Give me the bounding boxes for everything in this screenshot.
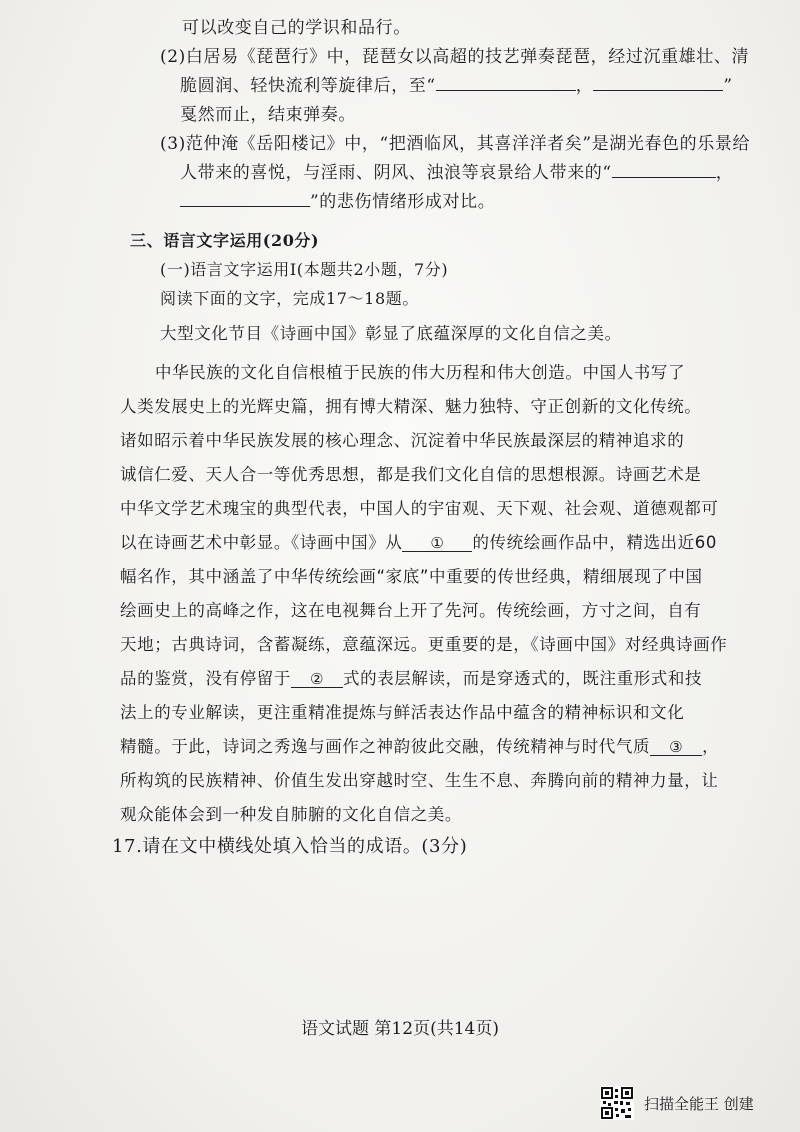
passage-line: 中华文学艺术瑰宝的典型代表，中国人的宇宙观、天下观、社会观、道德观都可 (120, 499, 719, 518)
blank-2[interactable]: ② (291, 671, 343, 688)
q2-blank-1[interactable] (436, 74, 576, 91)
question-2-ending: 戛然而止，结束弹奏。 (180, 105, 356, 125)
section-3-heading: 三、语言文字运用(20分) (130, 231, 320, 250)
question-3-ending: ”的悲伤情绪形成对比。 (180, 190, 495, 214)
answer-line-continuation: 可以改变自己的学识和品行。 (182, 18, 411, 38)
scanner-brand-label: 扫描全能王 创建 (644, 1094, 754, 1113)
passage-line: 中华民族的文化自信根植于民族的伟大历程和伟大创造。中国人书写了 (155, 363, 686, 382)
passage-title: 大型文化节目《诗画中国》彰显了底蕴深厚的文化自信之美。 (160, 324, 622, 343)
question-3-prompt: 人带来的喜悦，与淫雨、阴风、浊浪等哀景给人带来的“ ， (180, 163, 734, 183)
reading-instruction: 阅读下面的文字，完成17～18题。 (160, 289, 419, 308)
q3-blank-2[interactable] (180, 190, 310, 207)
passage-line: 诚信仁爱、天人合一等优秀思想，都是我们文化自信的思想根源。诗画艺术是 (120, 465, 702, 484)
passage-line: 人类发展史上的光辉史篇，拥有博大精深、魅力独特、守正创新的文化传统。 (120, 397, 702, 416)
passage-line-with-blank-3: 精髓。于此，诗词之秀逸与画作之神韵彼此交融，传统精神与时代气质 ③ ， (120, 737, 720, 756)
scanner-watermark (600, 1086, 754, 1120)
passage-line: 法上的专业解读，更注重精准提炼与鲜活表达作品中蕴含的精神标识和文化 (120, 703, 685, 722)
passage-line: 诸如昭示着中华民族发展的核心理念、沉淀着中华民族最深层的精神追求的 (120, 431, 685, 450)
page-footer: 语文试题 第12页(共14页) (301, 1019, 499, 1039)
blank-3[interactable]: ③ (650, 739, 702, 756)
question-3-text: (3)范仲淹《岳阳楼记》中，“把酒临风，其喜洋洋者矣”是湖光春色的乐景给 (160, 134, 751, 154)
question-2-prompt: 脆圆润、轻快流利等旋律后，至“ ， ” (180, 76, 733, 96)
q2-blank-2[interactable] (593, 74, 723, 91)
q3-blank-1[interactable] (612, 161, 716, 178)
passage-line: 绘画史上的高峰之作，这在电视舞台上开了先河。传统绘画，方寸之间，自有 (120, 601, 702, 620)
passage-line: 天地；古典诗词，含蓄凝练，意蕴深远。更重要的是，《诗画中国》对经典诗画作 (120, 635, 728, 654)
question-17: 17.请在文中横线处填入恰当的成语。(3分) (112, 836, 468, 857)
section-3-subheading: (一)语言文字运用Ⅰ(本题共2小题，7分) (160, 260, 449, 279)
passage-line: 所构筑的民族精神、价值生发出穿越时空、生生不息、奔腾向前的精神力量，让 (120, 771, 719, 790)
question-2-text: (2)白居易《琵琶行》中，琵琶女以高超的技艺弹奏琵琶，经过沉重雄壮、清 (160, 47, 750, 67)
qr-code-icon (600, 1086, 634, 1120)
passage-line: 观众能体会到一种发自肺腑的文化自信之美。 (120, 805, 462, 824)
passage-line-with-blank-2: 品的鉴赏，没有停留于 ② 式的表层解读，而是穿透式的，既注重形式和技 (120, 669, 703, 688)
passage-line: 幅名作，其中涵盖了中华传统绘画“家底”中重要的传世经典，精细展现了中国 (120, 567, 703, 586)
passage-line-with-blank-1: 以在诗画艺术中彰显。《诗画中国》从 ① 的传统绘画作品中，精选出近60 (120, 533, 717, 552)
blank-1[interactable]: ① (402, 535, 472, 552)
